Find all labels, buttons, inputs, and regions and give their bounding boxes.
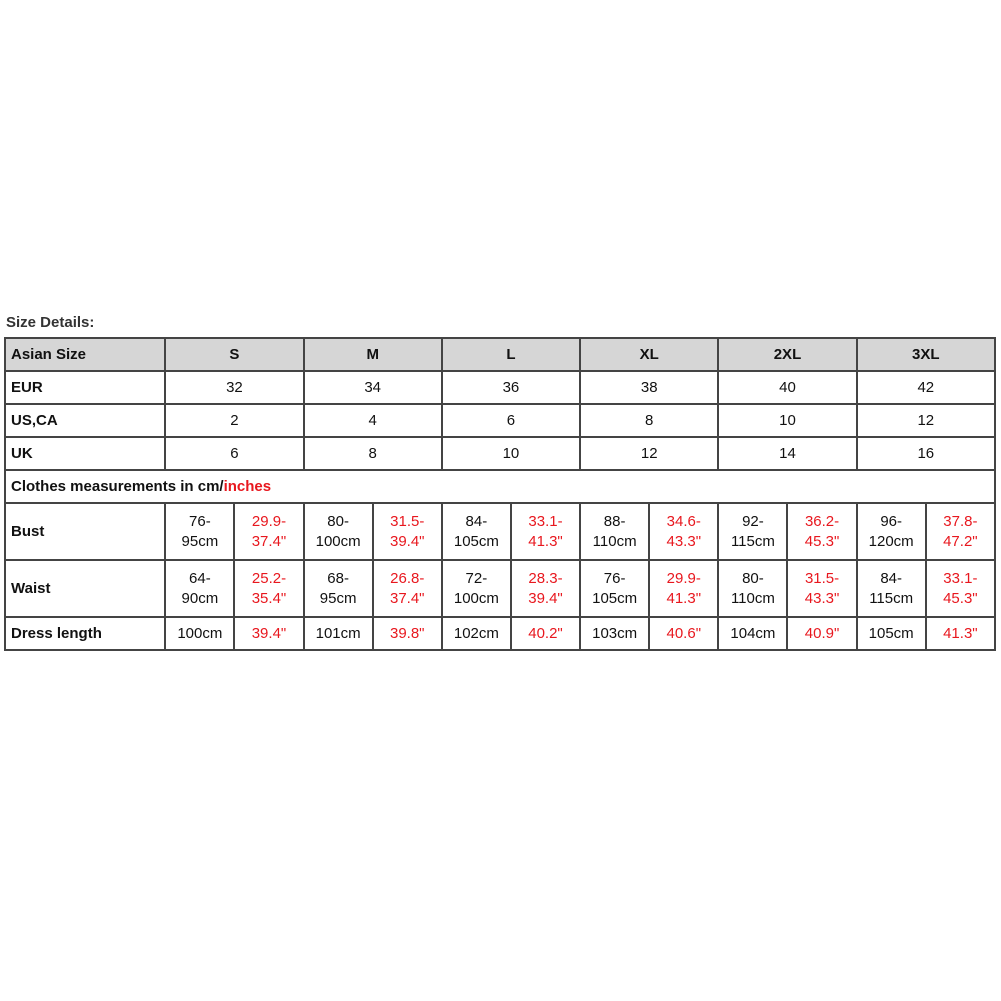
inch-value: 35.4" <box>251 589 287 607</box>
cm-value-cell <box>718 617 787 650</box>
inch-value-cell <box>373 617 442 650</box>
cm-value: 105cm <box>868 624 914 642</box>
inch-value: 45.3" <box>943 589 978 607</box>
inch-value: 26.8- <box>390 570 425 587</box>
cm-value: 105cm <box>592 589 638 607</box>
cm-value-cell <box>165 503 234 560</box>
cm-value: 72- <box>465 570 488 587</box>
measurements-title-row <box>5 470 995 503</box>
size-header: M <box>304 338 442 371</box>
size-header: S <box>165 338 303 371</box>
uk-row <box>5 437 995 470</box>
inch-value: 40.6" <box>666 624 702 642</box>
inch-value: 34.6- <box>666 513 701 530</box>
cm-value: 115cm <box>869 589 914 607</box>
asian-size-label: Asian Size <box>5 338 165 371</box>
measurements-title-prefix: Clothes measurements in cm/ <box>11 477 224 495</box>
inch-value: 31.5- <box>804 570 840 587</box>
uk-value: 10 <box>442 437 580 470</box>
us-ca-value: 12 <box>857 404 995 437</box>
inch-value-cell <box>234 617 303 650</box>
cm-value-cell <box>857 503 926 560</box>
cm-value: 84- <box>465 513 488 530</box>
cm-value: 104cm <box>730 624 776 642</box>
eur-value: 32 <box>165 371 303 404</box>
inches-highlight: inches <box>223 477 272 495</box>
inch-value-cell <box>373 560 442 617</box>
cm-value-cell <box>857 560 926 617</box>
inch-value-cell <box>926 503 995 560</box>
row-label: Dress length <box>5 617 165 650</box>
cm-value-cell <box>442 503 511 560</box>
inch-value-cell <box>787 617 856 650</box>
inch-value: 45.3" <box>804 532 840 550</box>
inch-value-cell <box>234 503 303 560</box>
uk-value: 16 <box>857 437 995 470</box>
eur-value: 40 <box>718 371 856 404</box>
cm-value-cell <box>442 560 511 617</box>
us-ca-value: 8 <box>580 404 718 437</box>
inch-value-cell <box>787 503 856 560</box>
cm-value-cell <box>304 560 373 617</box>
inch-value-cell <box>926 560 995 617</box>
cm-value: 115cm <box>730 532 775 550</box>
inch-value: 40.2" <box>528 624 563 642</box>
cm-value: 76- <box>189 513 211 530</box>
inch-value: 39.4" <box>528 589 563 607</box>
cm-value: 80- <box>742 570 764 587</box>
row-label: EUR <box>5 371 165 404</box>
inch-value-cell <box>511 503 580 560</box>
inch-value: 41.3" <box>943 624 978 642</box>
cm-value: 84- <box>880 570 903 587</box>
inch-value: 31.5- <box>390 513 425 530</box>
inch-value: 47.2" <box>943 532 978 550</box>
inch-value-cell <box>787 560 856 617</box>
cm-value: 102cm <box>453 624 499 642</box>
cm-value: 120cm <box>868 532 914 550</box>
us-ca-value: 10 <box>718 404 856 437</box>
cm-value: 110cm <box>592 532 637 550</box>
measurements-title <box>5 470 995 503</box>
header-row <box>5 338 995 371</box>
uk-value: 8 <box>304 437 442 470</box>
eur-value: 42 <box>857 371 995 404</box>
eur-value: 36 <box>442 371 580 404</box>
us-ca-value: 2 <box>165 404 303 437</box>
cm-value: 110cm <box>730 589 775 607</box>
uk-value: 12 <box>580 437 718 470</box>
cm-value: 100cm <box>177 624 223 642</box>
cm-value-cell <box>304 503 373 560</box>
inch-value: 40.9" <box>804 624 840 642</box>
cm-value: 95cm <box>181 532 219 550</box>
cm-value: 80- <box>327 513 349 530</box>
cm-value: 96- <box>880 513 903 530</box>
cm-value: 103cm <box>592 624 638 642</box>
size-header: 3XL <box>857 338 995 371</box>
inch-value-cell <box>234 560 303 617</box>
cm-value-cell <box>165 560 234 617</box>
inch-value-cell <box>649 503 718 560</box>
cm-value: 64- <box>189 570 211 587</box>
inch-value: 36.2- <box>804 513 840 530</box>
inch-value-cell <box>649 560 718 617</box>
bust-row <box>5 503 995 560</box>
cm-value: 88- <box>603 513 626 530</box>
cm-value-cell <box>304 617 373 650</box>
cm-value: 100cm <box>315 532 361 550</box>
inch-value: 41.3" <box>528 532 563 550</box>
eur-row <box>5 371 995 404</box>
row-label: UK <box>5 437 165 470</box>
cm-value-cell <box>580 617 649 650</box>
inch-value: 39.4" <box>251 624 287 642</box>
inch-value-cell <box>511 560 580 617</box>
cm-value: 76- <box>603 570 626 587</box>
uk-value: 14 <box>718 437 856 470</box>
inch-value-cell <box>649 617 718 650</box>
cm-value-cell <box>718 560 787 617</box>
us-ca-value: 6 <box>442 404 580 437</box>
cm-value: 105cm <box>453 532 499 550</box>
size-details-title: Size Details: <box>6 314 95 331</box>
inch-value: 33.1- <box>943 570 978 587</box>
dress-length-row <box>5 617 995 650</box>
uk-value: 6 <box>165 437 303 470</box>
row-label: Waist <box>5 560 165 617</box>
inch-value: 39.8" <box>389 624 425 642</box>
eur-value: 38 <box>580 371 718 404</box>
cm-value: 100cm <box>453 589 499 607</box>
inch-value: 29.9- <box>666 570 701 587</box>
inch-value: 29.9- <box>251 513 287 530</box>
inch-value: 28.3- <box>528 570 563 587</box>
size-header: XL <box>580 338 718 371</box>
cm-value-cell <box>857 617 926 650</box>
us-ca-row <box>5 404 995 437</box>
inch-value: 37.8- <box>943 513 978 530</box>
cm-value-cell <box>580 503 649 560</box>
inch-value: 39.4" <box>389 532 425 550</box>
inch-value: 37.4" <box>251 532 287 550</box>
inch-value: 43.3" <box>804 589 840 607</box>
eur-value: 34 <box>304 371 442 404</box>
inch-value-cell <box>373 503 442 560</box>
us-ca-value: 4 <box>304 404 442 437</box>
cm-value: 68- <box>327 570 349 587</box>
inch-value-cell <box>511 617 580 650</box>
inch-value: 41.3" <box>666 589 702 607</box>
size-chart-table <box>4 337 996 651</box>
inch-value: 43.3" <box>666 532 702 550</box>
cm-value: 92- <box>742 513 764 530</box>
cm-value: 101cm <box>315 624 361 642</box>
inch-value: 33.1- <box>528 513 563 530</box>
row-label: US,CA <box>5 404 165 437</box>
cm-value: 95cm <box>319 589 357 607</box>
size-header: 2XL <box>718 338 856 371</box>
cm-value-cell <box>718 503 787 560</box>
cm-value-cell <box>580 560 649 617</box>
waist-row <box>5 560 995 617</box>
inch-value-cell <box>926 617 995 650</box>
inch-value: 37.4" <box>389 589 425 607</box>
size-header: L <box>442 338 580 371</box>
cm-value: 90cm <box>181 589 219 607</box>
cm-value-cell <box>442 617 511 650</box>
row-label: Bust <box>5 503 165 560</box>
inch-value: 25.2- <box>251 570 287 587</box>
cm-value-cell <box>165 617 234 650</box>
